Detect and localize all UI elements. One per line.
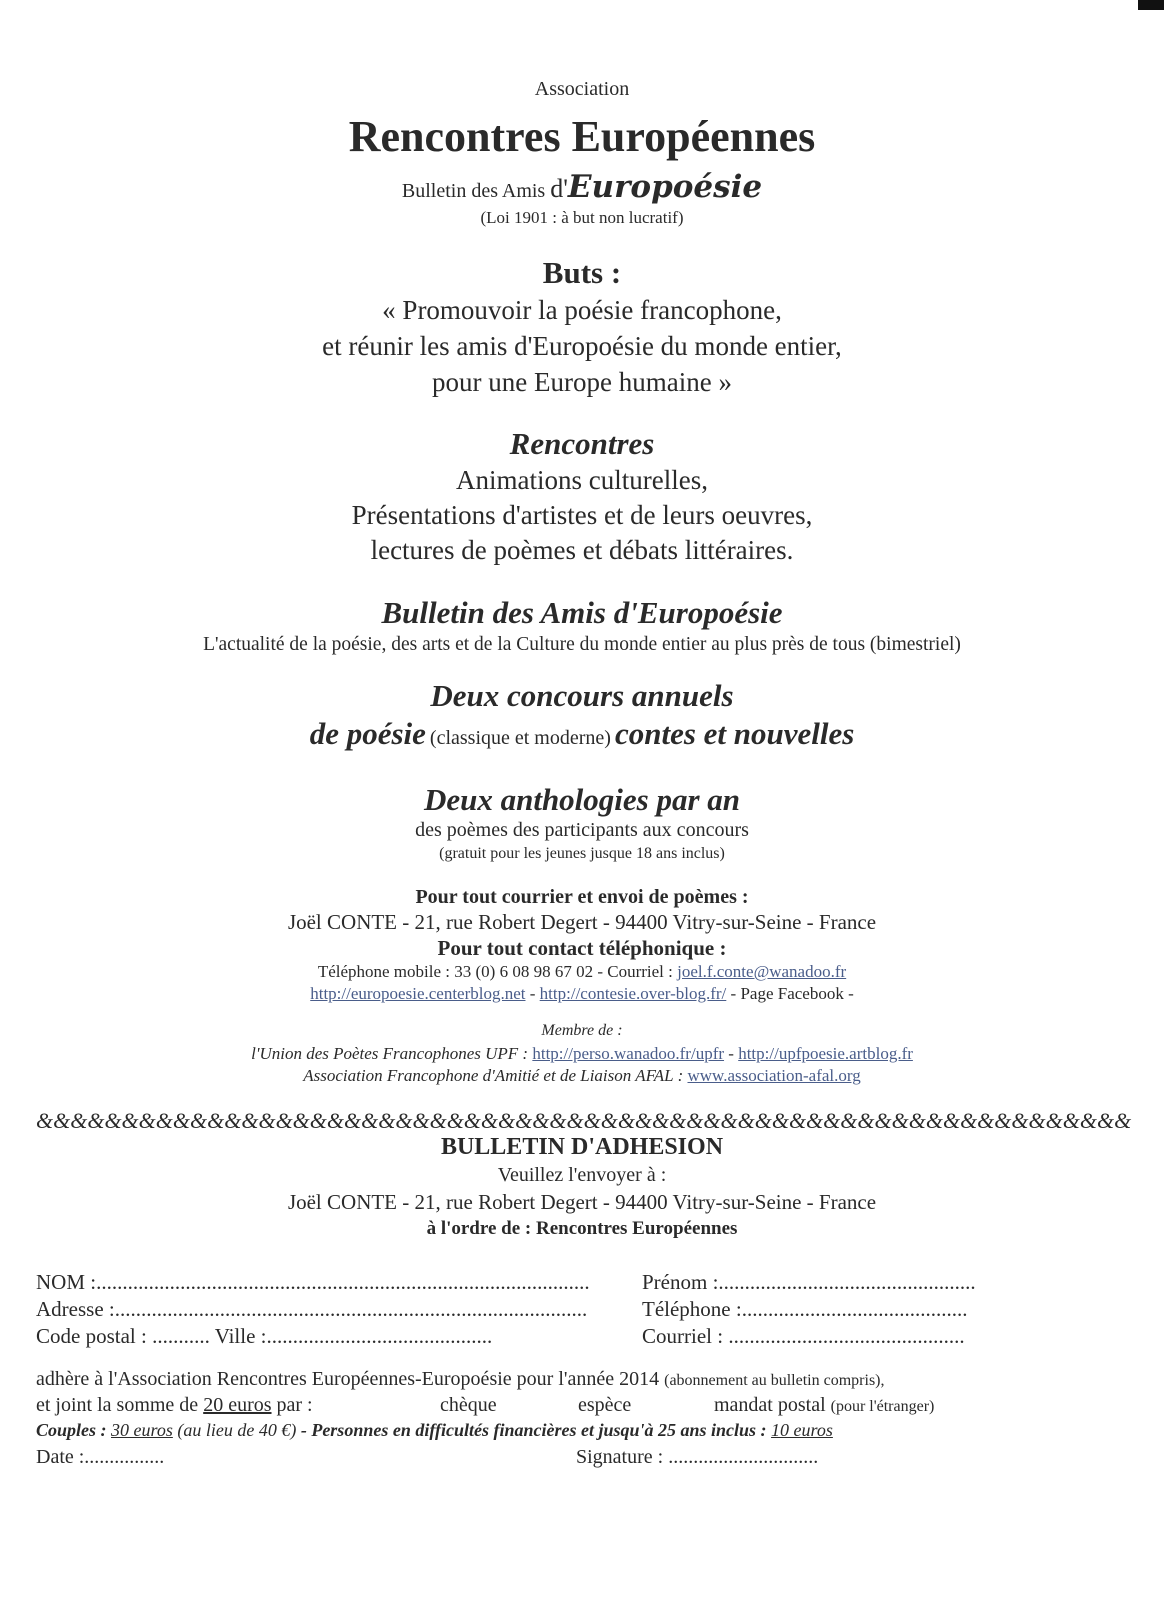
date-field[interactable]: Date :................ [36, 1446, 165, 1468]
contact-address: Joël CONTE - 21, rue Robert Degert - 94400 Vitry-sur-Seine - France [287, 910, 877, 934]
page-title: Rencontres Européennes [348, 112, 816, 161]
concours-line-2 [0, 716, 1164, 752]
scan-corner-mark [1138, 0, 1164, 10]
europoesie-logo-text: Europoésie [567, 169, 763, 205]
option-mandat-label: mandat postal [714, 1394, 826, 1416]
option-mandat-note: (pour l'étranger) [830, 1398, 935, 1415]
anthologies-heading: Deux anthologies par an [423, 782, 741, 817]
anthologies-line-2: (gratuit pour les jeunes jusque 18 ans inclus) [439, 845, 725, 862]
telephone-field[interactable]: Téléphone :........................................... [642, 1297, 968, 1321]
upf-text: l'Union des Poètes Francophones UPF : [251, 1044, 529, 1063]
option-mandat[interactable] [714, 1394, 934, 1417]
concours-line-1: Deux concours annuels [430, 678, 734, 713]
concours-poesie: de poésie [309, 716, 426, 751]
europoesie-blog-link[interactable]: http://europoesie.centerblog.net [310, 984, 526, 1003]
email-link[interactable]: joel.f.conte@wanadoo.fr [677, 962, 847, 981]
bulletin-d: d' [550, 174, 568, 203]
reduced-amount: 10 euros [771, 1420, 833, 1440]
terms-joint-text: et joint la somme de [36, 1394, 199, 1416]
terms-abonnement-note: (abonnement au bulletin compris), [664, 1372, 885, 1389]
contesie-blog-link[interactable]: http://contesie.over-blog.fr/ [539, 984, 727, 1003]
courrier-heading: Pour tout courrier et envoi de poèmes : [415, 886, 749, 908]
association-label: Association [534, 78, 630, 100]
anthologies-line-1: des poèmes des participants aux concours [415, 819, 749, 841]
afal-text: Association Francophone d'Amitié et de Liaison AFAL : [303, 1066, 684, 1085]
rencontres-line-2: Présentations d'artistes et de leurs oeuvres, [351, 500, 813, 530]
buts-line-3: pour une Europe humaine » [432, 367, 732, 397]
code-postal-ville-field[interactable]: Code postal : ........... Ville :........................................... [36, 1324, 493, 1348]
rencontres-line-3: lectures de poèmes et débats littéraires. [370, 535, 794, 565]
telephone-heading: Pour tout contact téléphonique : [437, 936, 727, 960]
terms-line-2 [36, 1394, 313, 1417]
concours-contes: contes et nouvelles [614, 716, 855, 751]
blogs-separator: - [529, 984, 536, 1003]
bulletin-subtitle [0, 170, 1164, 206]
upf-link-2[interactable]: http://upfpoesie.artblog.fr [738, 1044, 913, 1063]
couples-label: Couples : [36, 1420, 107, 1440]
adhesion-heading: BULLETIN D'ADHESION [440, 1134, 724, 1160]
upf-separator: - [728, 1044, 734, 1063]
rencontres-line-1: Animations culturelles, [456, 465, 708, 495]
terms-line-1 [36, 1368, 885, 1391]
buts-line-2: et réunir les amis d'Europoésie du monde entier, [322, 331, 842, 361]
upf-link-1[interactable]: http://perso.wanadoo.fr/upfr [532, 1044, 725, 1063]
pricing-line [36, 1420, 833, 1441]
nom-field[interactable]: NOM :.............................................................................................. [36, 1270, 590, 1294]
terms-adhere-text: adhère à l'Association Rencontres Européennes-Europoésie pour l'année 2014 [36, 1368, 660, 1390]
facebook-text: - Page Facebook - [730, 984, 854, 1003]
blogs-line [0, 984, 1164, 1004]
bulletin-description: L'actualité de la poésie, des arts et de la Culture du monde entier au plus près de tous (bimestriel) [203, 634, 961, 655]
prenom-field[interactable]: Prénom :................................................. [642, 1270, 976, 1294]
couples-amount: 30 euros [111, 1420, 173, 1440]
reduced-label: - Personnes en difficultés financières et jusqu'à 25 ans inclus : [300, 1420, 767, 1440]
buts-line-1: « Promouvoir la poésie francophone, [382, 295, 782, 325]
loi-note: (Loi 1901 : à but non lucratif) [480, 208, 684, 227]
upf-line [0, 1044, 1164, 1064]
ampersand-separator: &&&&&&&&&&&&&&&&&&&&&&&&&&&&&&&&&&&&&&&&&&&&&&&&&&&&&&&&&&&&&&&& [36, 1108, 1132, 1133]
afal-line [0, 1066, 1164, 1086]
bulletin-prefix: Bulletin des Amis [401, 180, 546, 202]
phone-text: Téléphone mobile : 33 (0) 6 08 98 67 02 - Courriel : [317, 962, 673, 981]
adhesion-send-to: Veuillez l'envoyer à : [497, 1164, 667, 1186]
adhesion-order: à l'ordre de : Rencontres Européennes [426, 1218, 738, 1239]
terms-amount: 20 euros [203, 1394, 272, 1416]
courriel-field[interactable]: Courriel : ............................................. [642, 1324, 965, 1348]
membre-heading: Membre de : [541, 1022, 623, 1039]
adresse-field[interactable]: Adresse :.......................................................................................... [36, 1297, 588, 1321]
signature-field[interactable]: Signature : .............................. [576, 1446, 819, 1468]
option-espece[interactable]: espèce [578, 1394, 632, 1416]
bulletin-heading: Bulletin des Amis d'Europoésie [381, 595, 783, 630]
rencontres-heading: Rencontres [509, 426, 655, 461]
buts-heading: Buts : [542, 255, 622, 290]
adhesion-address: Joël CONTE - 21, rue Robert Degert - 94400 Vitry-sur-Seine - France [287, 1190, 877, 1214]
phone-line [0, 962, 1164, 982]
terms-par: par : [276, 1394, 313, 1416]
concours-poesie-note: (classique et moderne) [429, 727, 611, 749]
couples-note: (au lieu de 40 €) [177, 1420, 297, 1440]
option-cheque[interactable]: chèque [440, 1394, 497, 1416]
afal-link[interactable]: www.association-afal.org [687, 1066, 861, 1085]
